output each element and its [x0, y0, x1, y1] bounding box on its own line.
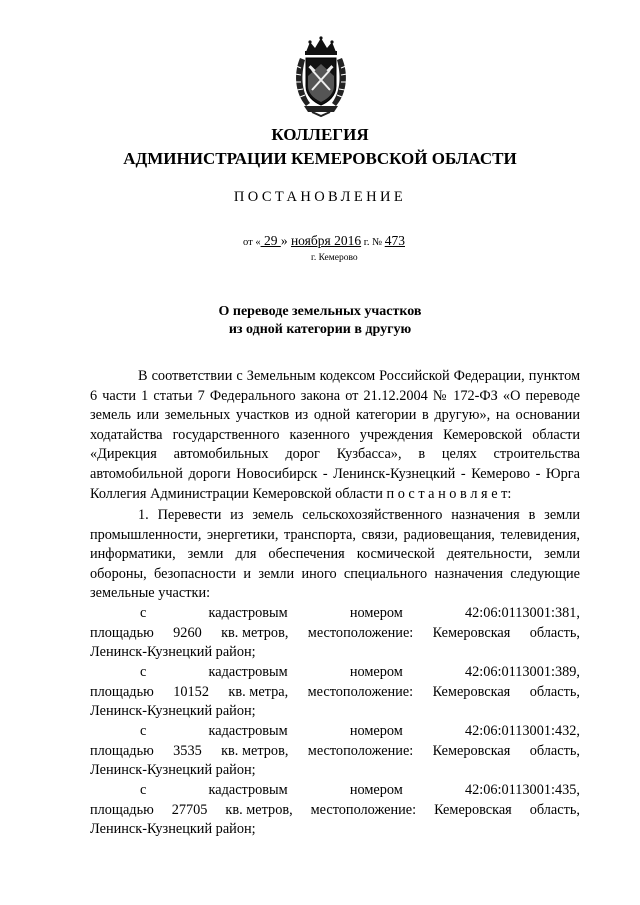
date-suffix: г. №: [361, 237, 385, 248]
plot-word: номером: [349, 782, 403, 798]
plot-unit: кв. метров,: [225, 801, 293, 818]
plot-district: Ленинск-Кузнецкий район;: [90, 644, 256, 661]
plot-area: 9260: [173, 624, 202, 641]
plot-area: 10152: [173, 683, 209, 700]
org-title-line2: АДМИНИСТРАЦИИ КЕМЕРОВСКОЙ ОБЛАСТИ: [123, 149, 517, 168]
plot-word: местоположение:: [310, 801, 417, 818]
cadastral-number: 42:06:0113001:381,: [464, 605, 580, 621]
plot-word: с: [140, 723, 147, 739]
land-plot-entry: [90, 722, 580, 781]
plot-unit: кв. метров,: [221, 624, 289, 641]
plot-word: площадью: [90, 683, 154, 700]
plot-unit: кв. метров,: [221, 742, 289, 759]
plot-word: с: [140, 664, 147, 680]
plot-word: кадастровым: [208, 664, 288, 680]
plot-area: 3535: [173, 742, 202, 759]
plot-word: площадью: [90, 624, 154, 641]
date-mid: »: [280, 233, 291, 248]
plot-word: Кемеровская: [432, 624, 511, 641]
date-day: 29: [260, 233, 281, 248]
land-plot-entry: [90, 663, 580, 722]
plot-district: Ленинск-Кузнецкий район;: [90, 821, 256, 838]
plot-word: местоположение:: [307, 624, 414, 641]
plot-word: с: [140, 605, 147, 621]
plot-word: местоположение:: [307, 742, 414, 759]
plot-word: площадью: [90, 742, 154, 759]
plot-word: область,: [529, 683, 580, 700]
plot-word: область,: [529, 742, 580, 759]
item-1-paragraph: 1. Перевести из земель сельскохозяйственного назначения в земли промышленности, энергетики, транспорта, связи, радиовещания, телевидения, информатики, земли для обеспечения космической деятельности, земли обороны, безопасности и земли иного специального назначения следующие земельные участки:: [90, 507, 580, 602]
plot-word: кадастровым: [208, 723, 288, 739]
kemerovo-coat-of-arms-icon: [292, 36, 350, 118]
land-plot-entry: [90, 604, 580, 663]
decree-word: п о с т а н о в л я е т:: [386, 485, 512, 502]
date-prefix: от «: [243, 237, 261, 248]
subject-line1: О переводе земельных участков: [218, 304, 422, 319]
cadastral-number: 42:06:0113001:432,: [464, 723, 580, 739]
cadastral-number: 42:06:0113001:435,: [464, 782, 580, 798]
plot-word: номером: [349, 605, 403, 621]
document-number: 473: [384, 233, 405, 248]
plot-word: Кемеровская: [434, 801, 512, 818]
date-month-year: ноября 2016: [290, 233, 362, 248]
org-title-line1: КОЛЛЕГИЯ: [271, 125, 369, 144]
plot-word: область,: [529, 624, 580, 641]
plot-word: площадью: [90, 801, 154, 818]
plot-word: с: [140, 782, 147, 798]
subject-line2: из одной категории в другую: [228, 322, 412, 337]
plot-word: Кемеровская: [432, 683, 511, 700]
cadastral-number: 42:06:0113001:389,: [464, 664, 580, 680]
plot-word: Кемеровская: [432, 742, 511, 759]
plot-district: Ленинск-Кузнецкий район;: [90, 762, 256, 779]
preamble-paragraph: [90, 367, 580, 504]
plot-area: 27705: [171, 801, 208, 818]
land-plot-entry: [90, 781, 580, 840]
preamble-text: В соответствии с Земельным кодексом Российской Федерации, пунктом 6 части 1 статьи 7 Федерального закона от 21.12.2004 № 172-ФЗ «О переводе земель или земельных участков из одной категории в другую», на основании ходатайства государственного казенного учреждения Кемеровской области «Дирекция автомобильных дорог Кузбасса», в целях строительства автомобильной дороги Новосибирск - Ленинск-Кузнецкий - Кемерово - Юрга Коллегия Администрации Кемеровской области: [90, 368, 580, 502]
document-type: ПОСТАНОВЛЕНИЕ: [233, 189, 407, 205]
city: г. Кемерово: [311, 253, 358, 263]
plot-word: область,: [529, 801, 580, 818]
plot-word: местоположение:: [307, 683, 414, 700]
plot-word: кадастровым: [208, 605, 288, 621]
plot-word: кадастровым: [208, 782, 288, 798]
date-line: [243, 233, 405, 249]
plot-district: Ленинск-Кузнецкий район;: [90, 703, 256, 720]
plot-word: номером: [349, 664, 403, 680]
plot-word: номером: [349, 723, 403, 739]
plot-unit: кв. метра,: [228, 683, 289, 700]
